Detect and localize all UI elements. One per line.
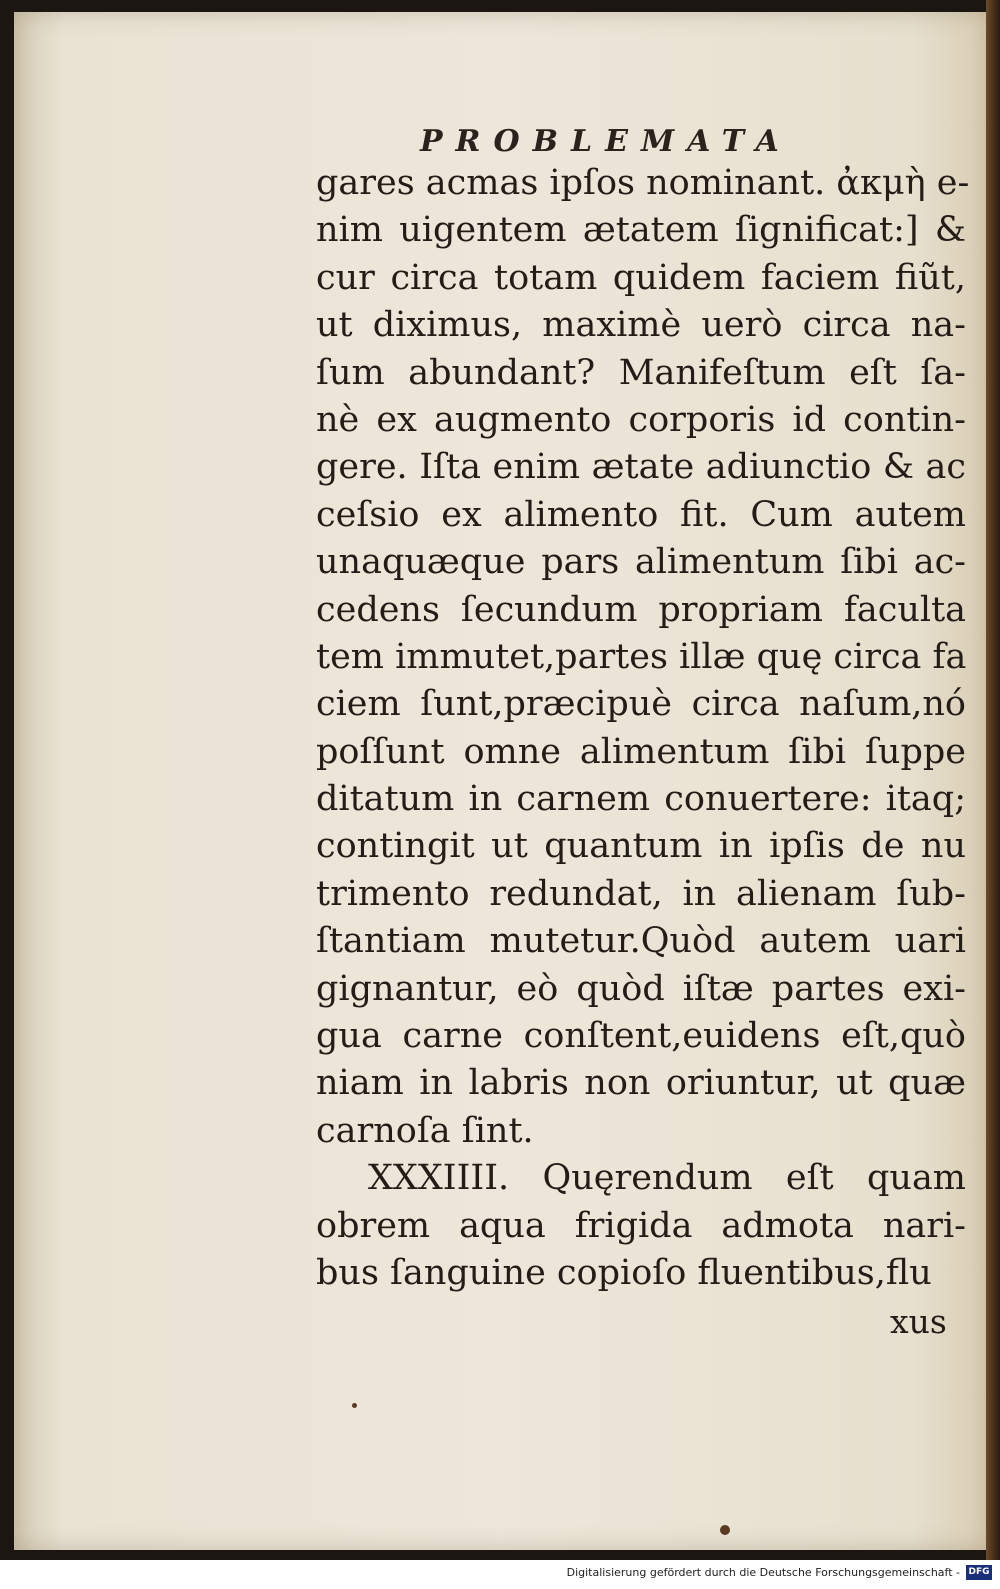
text-line: niam in labris non oriuntur, ut quæ bbox=[316, 1063, 966, 1104]
text-line: nim uigentem ætatem ſignificat:] & bbox=[316, 210, 966, 251]
body-text bbox=[316, 160, 970, 1297]
running-title: PROBLEMATA bbox=[420, 124, 792, 159]
footer-credit: Digitalisierung gefördert durch die Deutsche Forschungsgemeinschaft - bbox=[566, 1566, 960, 1579]
text-line: poſſunt omne alimentum ſibi ſuppe bbox=[316, 731, 966, 772]
text-line: nè ex augmento corporis id contin- bbox=[316, 399, 966, 440]
text-line: trimento redundat, in alienam ſub- bbox=[316, 873, 966, 914]
text-line: obrem aqua frigida admota nari- bbox=[316, 1205, 966, 1246]
text-line: ſtantiam mutetur.Quòd autem uari bbox=[316, 921, 966, 962]
text-line: XXXIIII. Quęrendum eſt quam bbox=[368, 1158, 966, 1199]
ink-speck bbox=[720, 1525, 730, 1535]
page-edge bbox=[986, 0, 1000, 1560]
text-line: tem immutet,partes illæ quę circa fa bbox=[316, 636, 967, 677]
text-line: cur circa totam quidem faciem fiũt, bbox=[316, 257, 966, 298]
ink-speck bbox=[352, 1403, 357, 1408]
text-line: ciem ſunt,præcipuè circa naſum,nó bbox=[316, 684, 966, 725]
text-line: cedens ſecundum propriam faculta bbox=[316, 589, 966, 630]
text-line: carnoſa ſint. bbox=[316, 1110, 534, 1151]
text-line: ceſsio ex alimento fit. Cum autem bbox=[316, 494, 966, 535]
text-line: gares acmas ipſos nominant. ἀκμὴ e- bbox=[316, 163, 970, 203]
text-line: contingit ut quantum in ipſis de nu bbox=[316, 826, 966, 867]
text-line: ut diximus, maximè uerò circa na- bbox=[316, 305, 966, 346]
text-line: ditatum in carnem conuertere: itaq; bbox=[316, 779, 966, 820]
catchword: xus bbox=[890, 1302, 947, 1341]
text-line: gignantur, eò quòd iſtæ partes exi- bbox=[316, 968, 966, 1009]
dfg-logo: DFG bbox=[966, 1565, 992, 1580]
text-line: ſum abundant? Manifeſtum eſt ſa- bbox=[316, 352, 966, 393]
text-line: unaquæque pars alimentum ſibi ac- bbox=[316, 542, 966, 583]
text-line: gere. Iſta enim ætate adiunctio & ac bbox=[316, 447, 966, 488]
text-line: gua carne conſtent,euidens eſt,quò bbox=[316, 1016, 966, 1057]
text-line: bus ſanguine copioſo fluentibus,flu bbox=[316, 1252, 932, 1293]
footer-bar bbox=[0, 1560, 1000, 1589]
